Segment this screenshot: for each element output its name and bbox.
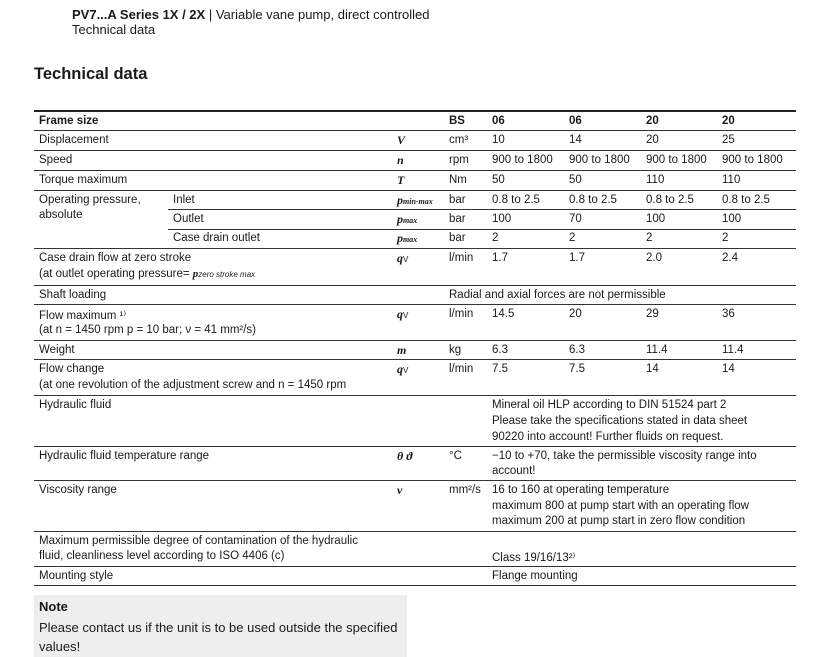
case-drain-flow-label: Case drain flow at zero stroke xyxy=(39,252,192,264)
temperature-symbol: θ ϑ xyxy=(397,449,413,463)
case-drain-symbol-sub: V xyxy=(403,255,409,264)
speed-value: 900 to 1800 xyxy=(646,154,707,166)
flow-change-value: 7.5 xyxy=(492,363,508,375)
weight-value: 11.4 xyxy=(646,344,668,356)
row-rule xyxy=(168,209,796,210)
inlet-value: 0.8 to 2.5 xyxy=(569,194,617,206)
speed-symbol: n xyxy=(397,153,404,167)
drain-value: 2 xyxy=(569,232,576,244)
case-drain-value: 1.7 xyxy=(569,252,585,264)
weight-symbol: m xyxy=(397,343,407,357)
outlet-unit: bar xyxy=(449,213,466,225)
row-rule xyxy=(34,359,796,360)
flow-value: 29 xyxy=(646,308,659,320)
flow-maximum-label: Flow maximum ¹⁾ xyxy=(39,310,127,322)
flow-symbol: q xyxy=(397,307,403,321)
temperature-unit: °C xyxy=(449,450,462,462)
temperature-value-line: account! xyxy=(492,465,536,477)
temperature-value-line: −10 to +70, take the permissible viscosity range into xyxy=(492,450,757,462)
row-rule xyxy=(34,285,796,286)
frame-size-col-1: 06 xyxy=(492,115,505,127)
flow-change-symbol-sub: V xyxy=(403,366,409,375)
torque-value: 50 xyxy=(569,174,582,186)
series-name: PV7...A Series 1X / 2X xyxy=(72,7,206,22)
speed-value: 900 to 1800 xyxy=(722,154,783,166)
inlet-unit: bar xyxy=(449,194,466,206)
row-rule xyxy=(34,340,796,341)
displacement-unit: cm³ xyxy=(449,134,469,146)
row-rule xyxy=(34,566,796,567)
torque-value: 110 xyxy=(646,174,665,186)
hydraulic-fluid-line: Mineral oil HLP according to DIN 51524 part 2 xyxy=(492,399,727,411)
table-top-rule xyxy=(34,110,796,112)
viscosity-value-line: maximum 800 at pump start with an operating flow xyxy=(492,500,749,512)
frame-size-col-4: 20 xyxy=(722,115,735,127)
flow-value: 20 xyxy=(569,308,582,320)
flow-maximum-condition: (at n = 1450 rpm p = 10 bar; ν = 41 mm²/s) xyxy=(39,324,257,336)
flow-value: 36 xyxy=(722,308,735,320)
viscosity-range-label: Viscosity range xyxy=(39,484,117,496)
weight-value: 11.4 xyxy=(722,344,744,356)
flow-change-label: Flow change xyxy=(39,363,105,375)
case-drain-value: 1.7 xyxy=(492,252,508,264)
header-subtitle: Technical data xyxy=(72,22,156,37)
inlet-label: Inlet xyxy=(173,194,195,206)
note-text: Please contact us if the unit is to be used outside the specified values! xyxy=(39,620,398,654)
outlet-value: 100 xyxy=(492,213,512,225)
contamination-label: Maximum permissible degree of contamination of the hydraulic xyxy=(39,535,358,547)
inlet-symbol: p xyxy=(397,193,403,207)
temperature-range-label: Hydraulic fluid temperature range xyxy=(39,450,210,462)
flow-change-value: 7.5 xyxy=(569,363,585,375)
viscosity-symbol: ν xyxy=(397,483,403,497)
pressure-label-2: absolute xyxy=(39,209,83,221)
case-drain-unit: l/min xyxy=(449,252,474,264)
row-rule xyxy=(168,229,796,230)
flow-change-value: 14 xyxy=(722,363,735,375)
torque-value: 50 xyxy=(492,174,505,186)
outlet-label: Outlet xyxy=(173,213,204,225)
pressure-label: Operating pressure, xyxy=(39,194,141,206)
drain-value: 2 xyxy=(492,232,499,244)
note-title: Note xyxy=(39,599,68,614)
case-drain-symbol: q xyxy=(397,251,403,265)
series-description: Variable vane pump, direct controlled xyxy=(215,7,430,22)
hydraulic-fluid-line: Please take the specifications stated in data sheet xyxy=(492,415,748,427)
contamination-label-2: fluid, cleanliness level according to ISO 4406 (c) xyxy=(39,550,285,562)
outlet-symbol: p xyxy=(397,212,403,226)
header-separator: | xyxy=(205,7,216,22)
document-header xyxy=(72,7,429,22)
viscosity-unit: mm²/s xyxy=(449,484,481,496)
flow-change-value: 14 xyxy=(646,363,659,375)
case-drain-outlet-label: Case drain outlet xyxy=(173,232,260,244)
speed-label: Speed xyxy=(39,154,73,166)
flow-value: 14.5 xyxy=(492,308,515,320)
torque-symbol: T xyxy=(397,173,405,187)
weight-label: Weight xyxy=(39,344,75,356)
frame-size-unit: BS xyxy=(449,115,465,127)
drain-symbol: p xyxy=(397,231,403,245)
weight-value: 6.3 xyxy=(569,344,585,356)
drain-value: 2 xyxy=(722,232,729,244)
shaft-loading-label: Shaft loading xyxy=(39,289,107,301)
hydraulic-fluid-label: Hydraulic fluid xyxy=(39,399,112,411)
hydraulic-fluid-line: 90220 into account! Further fluids on request. xyxy=(492,431,724,443)
displacement-value: 25 xyxy=(722,134,735,146)
speed-unit: rpm xyxy=(449,154,469,166)
mounting-style-value: Flange mounting xyxy=(492,570,578,582)
flow-change-condition: (at one revolution of the adjustment screw and n = 1450 rpm xyxy=(39,379,347,391)
viscosity-value-line: 16 to 160 at operating temperature xyxy=(492,484,670,496)
displacement-symbol: V xyxy=(397,133,406,147)
outlet-value: 100 xyxy=(722,213,742,225)
row-rule xyxy=(34,248,796,249)
case-drain-value: 2.4 xyxy=(722,252,738,264)
case-drain-value: 2.0 xyxy=(646,252,662,264)
frame-size-col-3: 20 xyxy=(646,115,659,127)
torque-label: Torque maximum xyxy=(39,174,128,186)
viscosity-value-line: maximum 200 at pump start in zero flow condition xyxy=(492,515,746,527)
inlet-symbol-sub: min-max xyxy=(403,197,433,206)
row-rule xyxy=(34,130,796,131)
drain-value: 2 xyxy=(646,232,653,244)
mounting-style-label: Mounting style xyxy=(39,570,114,582)
flow-change-unit: l/min xyxy=(449,363,474,375)
inlet-value: 0.8 to 2.5 xyxy=(646,194,694,206)
outlet-symbol-sub: max xyxy=(403,216,418,225)
row-rule xyxy=(34,480,796,481)
flow-symbol-sub: V xyxy=(403,311,409,320)
displacement-value: 20 xyxy=(646,134,659,146)
row-rule xyxy=(34,190,796,191)
weight-value: 6.3 xyxy=(492,344,508,356)
displacement-value: 10 xyxy=(492,134,505,146)
flow-change-symbol: q xyxy=(397,362,403,376)
weight-unit: kg xyxy=(449,344,462,356)
table-bottom-rule xyxy=(34,585,796,586)
section-title: Technical data xyxy=(34,65,148,83)
frame-size-col-2: 06 xyxy=(569,115,582,127)
drain-symbol-sub: max xyxy=(403,235,418,244)
outlet-value: 70 xyxy=(569,213,582,225)
contamination-value: Class 19/16/13²⁾ xyxy=(492,552,576,564)
flow-unit: l/min xyxy=(449,308,474,320)
displacement-label: Displacement xyxy=(39,134,109,146)
outlet-value: 100 xyxy=(646,213,666,225)
row-rule xyxy=(34,395,796,396)
inlet-value: 0.8 to 2.5 xyxy=(492,194,540,206)
row-rule xyxy=(34,446,796,447)
row-rule xyxy=(34,531,796,532)
speed-value: 900 to 1800 xyxy=(569,154,630,166)
row-rule xyxy=(34,170,796,171)
drain-unit: bar xyxy=(449,232,466,244)
case-drain-flow-condition: (at outlet operating pressure= pzero stroke max xyxy=(39,268,256,280)
torque-value: 110 xyxy=(722,174,741,186)
inlet-value: 0.8 to 2.5 xyxy=(722,194,770,206)
row-rule xyxy=(34,150,796,151)
speed-value: 900 to 1800 xyxy=(492,154,553,166)
shaft-loading-value: Radial and axial forces are not permissible xyxy=(449,289,666,301)
torque-unit: Nm xyxy=(449,174,467,186)
row-rule xyxy=(34,304,796,305)
displacement-value: 14 xyxy=(569,134,582,146)
frame-size-label: Frame size xyxy=(39,115,99,127)
